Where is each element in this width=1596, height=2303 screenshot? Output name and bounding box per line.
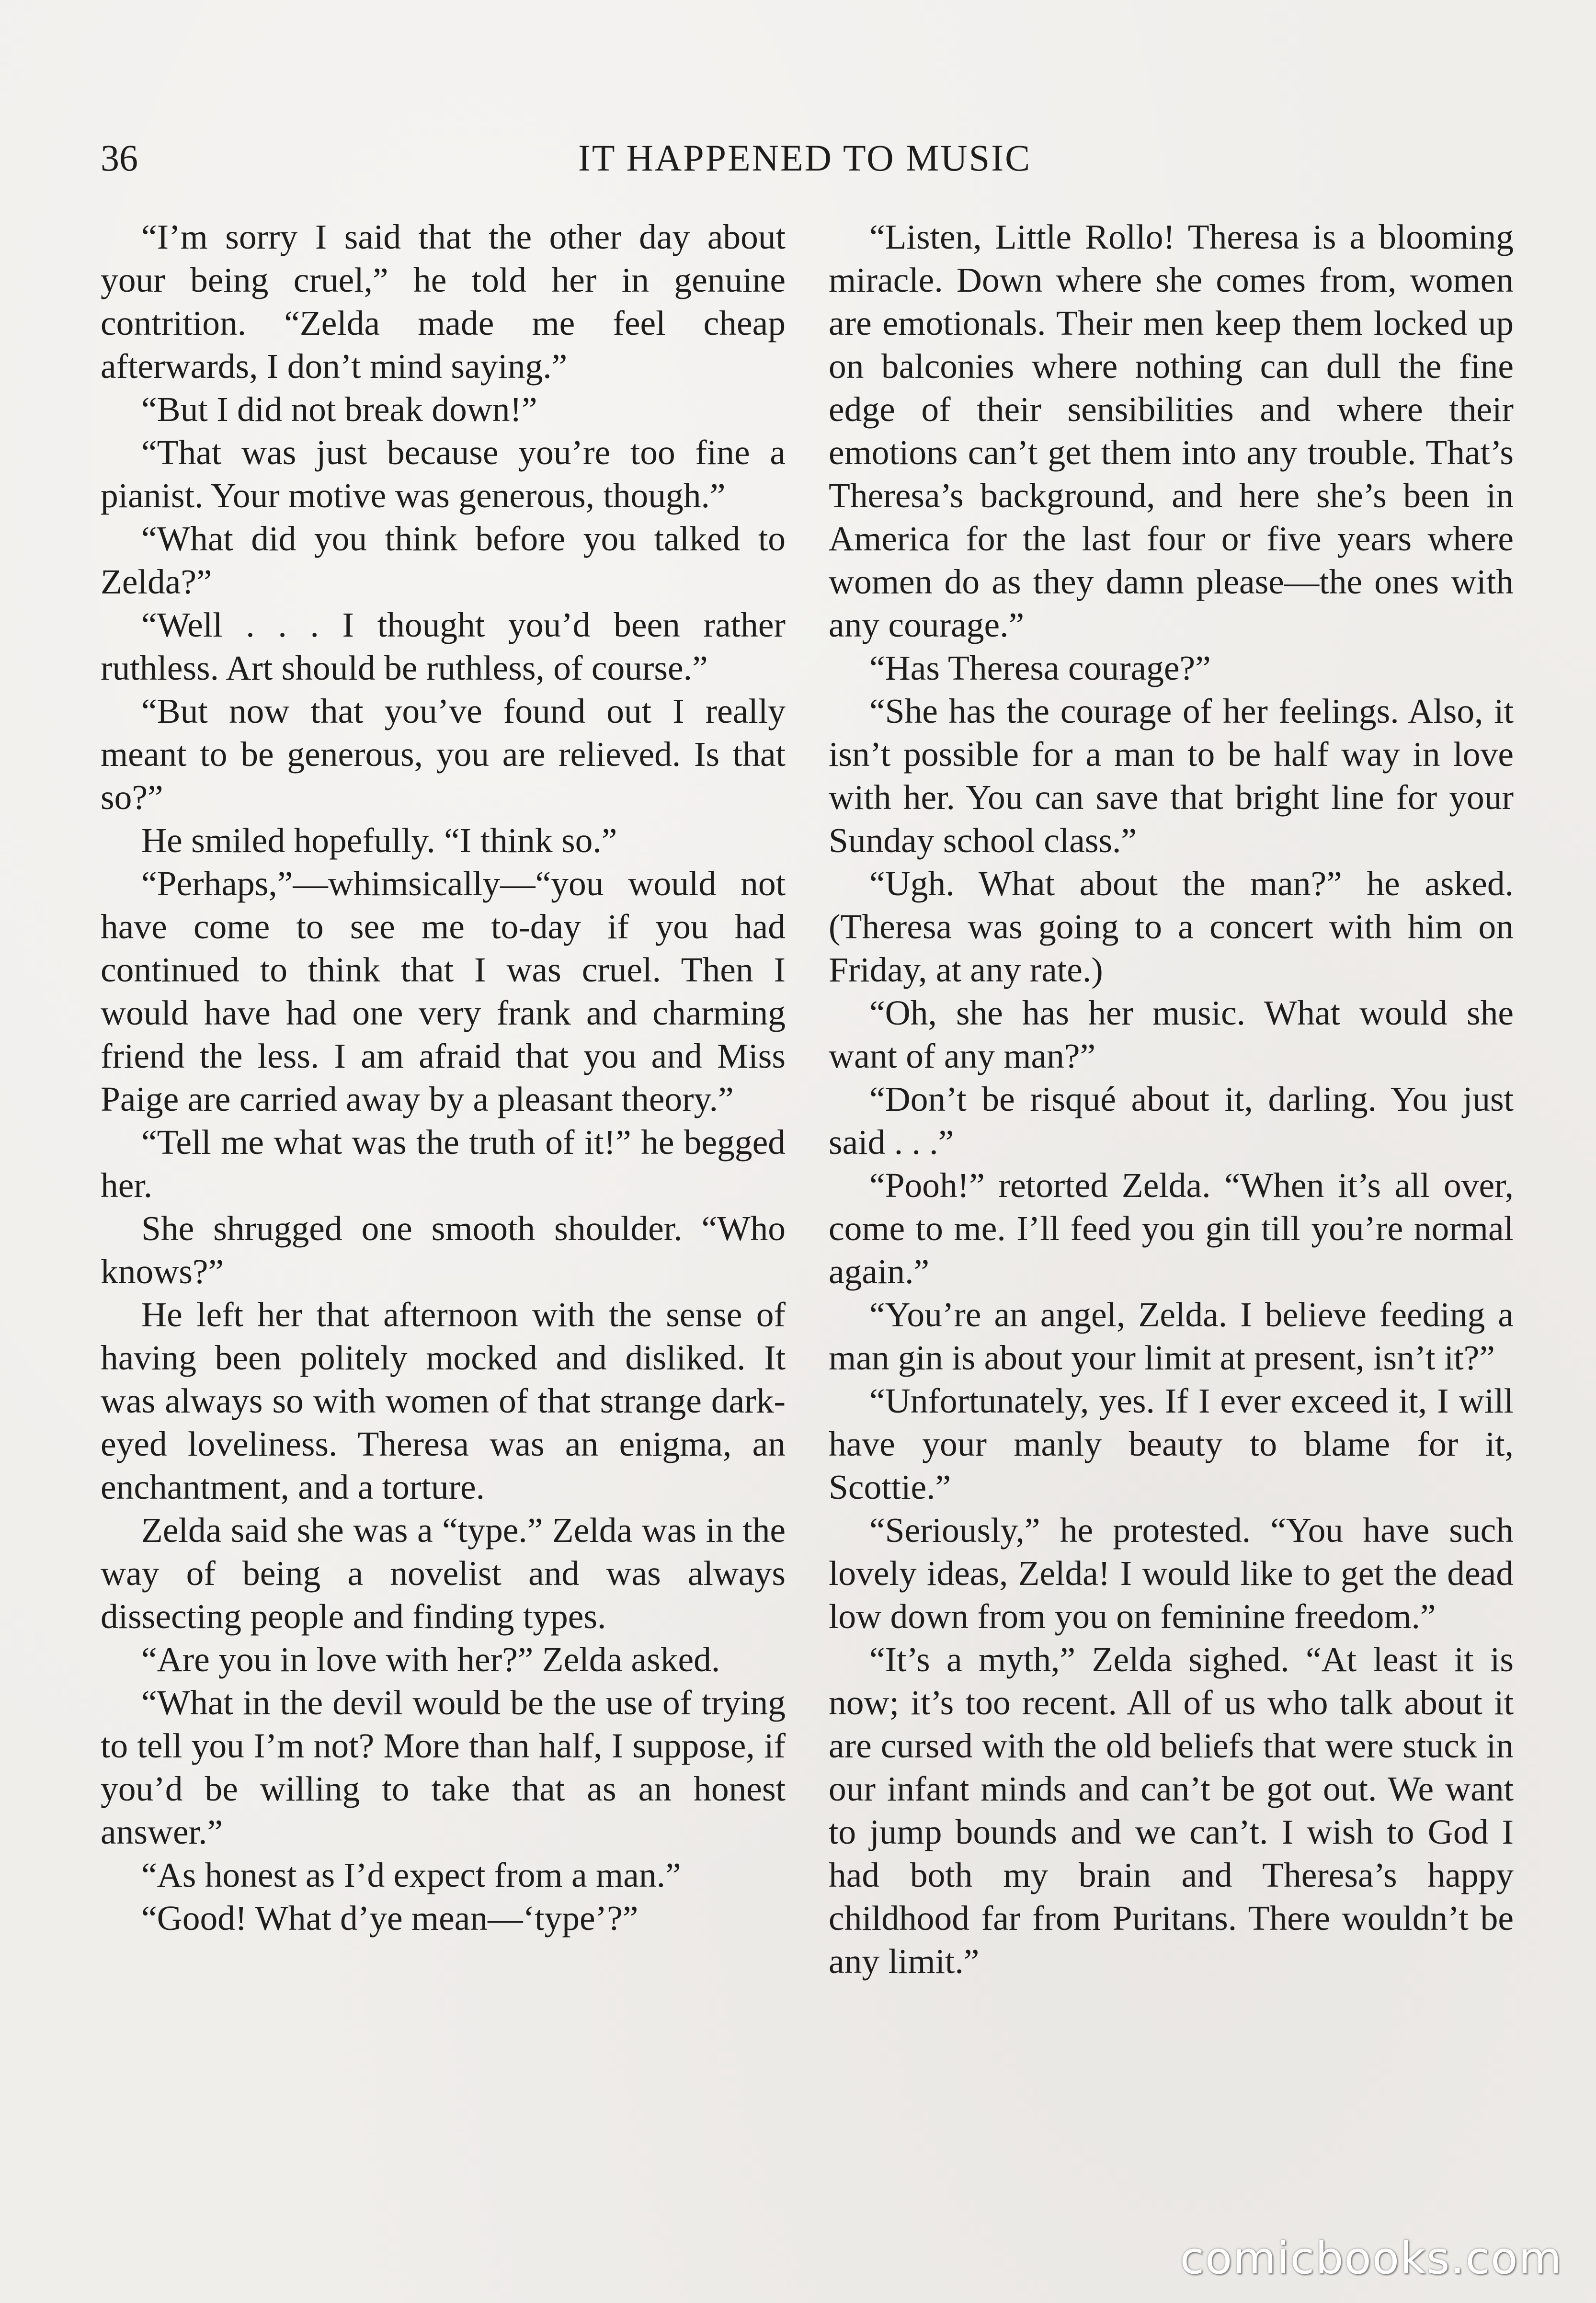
paragraph: Zelda said she was a “type.” Zelda was in the way of being a novelist and was always dissecting people and finding types. — [101, 1511, 786, 1636]
paragraph: “Seriously,” he protested. “You have such lovely ideas, Zelda! I would like to get the dead low down from you on feminine freedom.” — [829, 1511, 1514, 1636]
running-title: IT HAPPENED TO MUSIC — [578, 137, 1032, 179]
paragraph: “You’re an angel, Zelda. I believe feeding a man gin is about your limit at present, isn’t it?” — [829, 1295, 1514, 1377]
right-column — [829, 216, 1514, 1983]
paragraph: “As honest as I’d expect from a man.” — [141, 1856, 681, 1894]
paragraph: “Good! What d’ye mean—‘type’?” — [141, 1899, 638, 1938]
paragraph: “That was just because you’re too fine a pianist. Your motive was generous, though.” — [101, 433, 786, 515]
paragraph: He smiled hopefully. “I think so.” — [141, 821, 617, 860]
paragraph: “Oh, she has her music. What would she want of any man?” — [829, 993, 1514, 1075]
site-watermark: comicbooks.com — [1180, 2233, 1562, 2284]
left-column — [101, 216, 786, 1940]
paragraph: “Tell me what was the truth of it!” he begged her. — [101, 1123, 786, 1205]
paragraph: She shrugged one smooth shoulder. “Who knows?” — [101, 1209, 786, 1291]
paragraph: “It’s a myth,” Zelda sighed. “At least it is now; it’s too recent. All of us who talk about it are cursed with the old beliefs that were stuck in our infant minds and can’t be got out. We want to jump bounds and we can’t. I wish to God I had both my brain and Theresa’s happy childhood far from Puritans. There wouldn’t be any limit.” — [829, 1640, 1514, 1981]
paragraph: “Listen, Little Rollo! Theresa is a blooming miracle. Down where she comes from, women are emotionals. Their men keep them locked up on balconies where nothing can dull the fine edge of their sensibilities and where their emotions can’t get them into any trouble. That’s Theresa’s background, and here she’s been in America for the last four or five years where women do as they damn please—the ones with any courage.” — [829, 217, 1514, 644]
paragraph: “But now that you’ve found out I really meant to be generous, you are relieved. Is that so?” — [101, 692, 786, 817]
paragraph: “Perhaps,”—whimsically—“you would not have come to see me to-day if you had continued to think that I was cruel. Then I would have had one very frank and charming friend the less. I am afraid that you and Miss Paige are carried away by a pleasant theory.” — [101, 864, 786, 1118]
paragraph: “Well . . . I thought you’d been rather ruthless. Art should be ruthless, of course.” — [101, 605, 786, 687]
paragraph: “But I did not break down!” — [141, 390, 537, 429]
paragraph: He left her that afternoon with the sense of having been politely mocked and disliked. It was always so with women of that strange dark-eyed loveliness. Theresa was an enigma, an enchantment, and a torture. — [101, 1295, 786, 1506]
paragraph: “What did you think before you talked to Zelda?” — [101, 519, 786, 601]
paragraph: “Are you in love with her?” Zelda asked. — [141, 1640, 720, 1679]
paragraph: “Has Theresa courage?” — [869, 649, 1211, 687]
paragraph: “Don’t be risqué about it, darling. You just said . . .” — [829, 1080, 1514, 1162]
page-number: 36 — [101, 137, 138, 179]
paragraph: “She has the courage of her feelings. Also, it isn’t possible for a man to be half way in love with her. You can save that bright line for your Sunday school class.” — [829, 692, 1514, 860]
paragraph: “Ugh. What about the man?” he asked. (Theresa was going to a concert with him on Friday, at any rate.) — [829, 864, 1514, 989]
paragraph: “Unfortunately, yes. If I ever exceed it, I will have your manly beauty to blame for it, Scottie.” — [829, 1381, 1514, 1506]
paragraph: “What in the devil would be the use of trying to tell you I’m not? More than half, I suppose, if you’d be willing to take that as an honest answer.” — [101, 1683, 786, 1851]
paragraph: “Pooh!” retorted Zelda. “When it’s all over, come to me. I’ll feed you gin till you’re normal again.” — [829, 1166, 1514, 1291]
paragraph: “I’m sorry I said that the other day about your being cruel,” he told her in genuine contrition. “Zelda made me feel cheap afterwards, I don’t mind saying.” — [101, 217, 786, 386]
page-header — [101, 129, 1509, 187]
